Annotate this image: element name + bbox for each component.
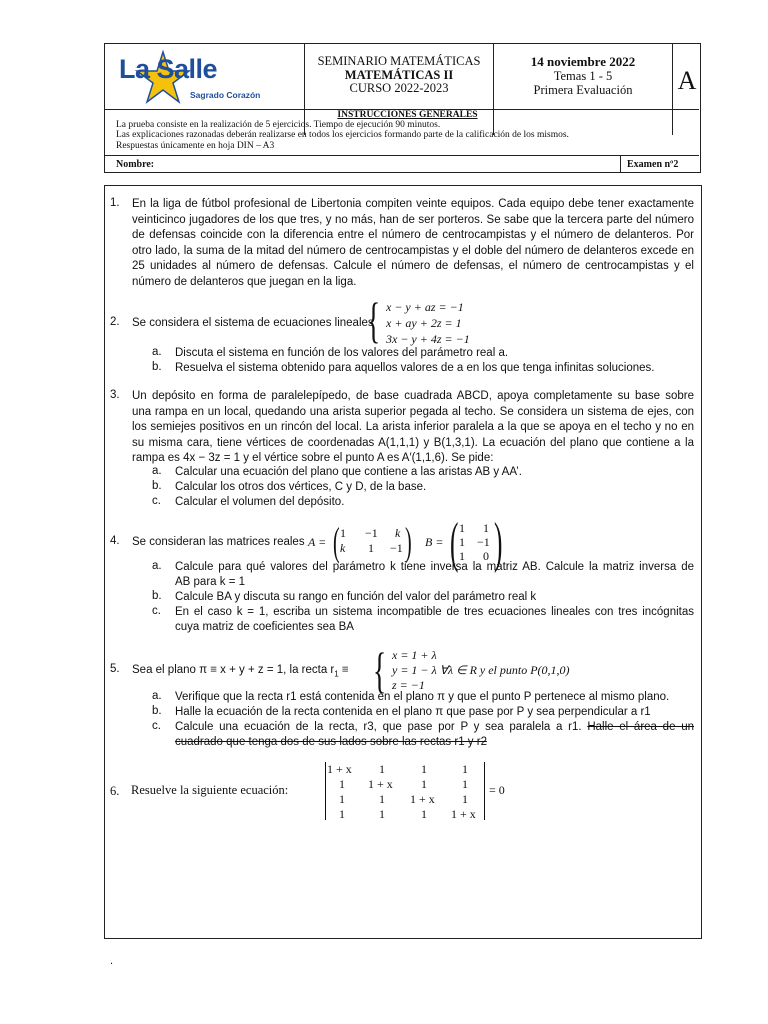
- item-label: a.: [152, 560, 162, 572]
- matrix-cell: 1: [459, 521, 465, 535]
- item-label: b.: [152, 480, 162, 492]
- text-line: una rampa en un local, quedando una arista superior pegada al techo. Se considera un sistema de ejes, con: [132, 405, 694, 418]
- matrix-cell: 1: [462, 792, 468, 806]
- equation-line: y = 1 − λ ∀λ ∈ R y el punto P(0,1,0): [392, 663, 570, 677]
- question-2a: Discuta el sistema en función de los valores del parámetro real a.: [175, 347, 509, 359]
- intro-text: ≡: [338, 664, 349, 676]
- question-5c-line2: cuadrado que tenga dos de sus lados sobre las rectas r1 y r2: [175, 736, 487, 748]
- logo-subtitle: Sagrado Corazón: [190, 90, 261, 100]
- matrix-cell: 1: [462, 777, 468, 791]
- instructions-title: INSTRUCCIONES GENERALES: [337, 110, 478, 120]
- instruction-line: Respuestas únicamente en hoja DIN – A3: [116, 140, 275, 151]
- question-4a-line1: Calcule para qué valores del parámetro k tiene inversa la matriz AB. Calcule la matriz inversa de: [175, 561, 694, 573]
- exam-header: [104, 43, 701, 173]
- matrix-cell: 1 + x: [451, 807, 476, 821]
- struck-text: Halle el área de un: [587, 721, 694, 733]
- item-label: b.: [152, 705, 162, 717]
- question-1-text: En la liga de fútbol profesional de Libertonia compiten veinte equipos. Cada equipo debe tener exactamente veinticinco jugadores de los que tres, y no más, han de ser porteros. Se sabe que la tercera parte del número de defensas coincide con la diferencia entre el número de centrocampistas y el número de delanteros. Por otro lado, la suma de la mitad del número de centrocampistas y el doble del número de delanteros excede en 25 unidades al número de defensas. Calcule el número de defensas, el número de centrocampistas y el número de delanteros que juegan en la liga.: [132, 198, 694, 288]
- question-4b: Calcule BA y discuta su rango en función del valor del parámetro real k: [175, 591, 537, 603]
- matrix-cell: 1: [459, 549, 465, 563]
- matrix-cell: 1: [339, 807, 345, 821]
- matrix-cell: −1: [390, 541, 403, 555]
- question-number: 5.: [110, 663, 120, 675]
- matrix-a: [340, 526, 410, 560]
- matrix-cell: 1: [379, 807, 385, 821]
- paren-right: ): [494, 512, 503, 574]
- question-4-intro: Se consideran las matrices reales: [132, 536, 305, 548]
- equation-line: 3x − y + 4z = −1: [386, 332, 470, 346]
- item-label: b.: [152, 590, 162, 602]
- paren-left: (: [333, 519, 340, 564]
- question-5a: Verifique que la recta r1 está contenida en el plano π y que el punto P pertenece al mismo plano.: [175, 691, 670, 703]
- instruction-line: La prueba consiste en la realización de 5 ejercicios. Tiempo de ejecución 90 minutos.: [116, 120, 441, 131]
- question-4c-line2: cuya matriz de coeficientes sea BA: [175, 621, 354, 633]
- exam-number: Examen nº2: [620, 156, 699, 173]
- left-brace: {: [367, 292, 381, 348]
- name-label: Nombre:: [116, 159, 155, 170]
- matrix-cell: −1: [477, 535, 490, 549]
- instructions: [105, 109, 699, 151]
- question-3a: Calcular una ecuación del plano que contiene a las aristas AB y AA’.: [175, 466, 522, 478]
- matrix-cell: 1: [379, 792, 385, 806]
- item-label: c.: [152, 495, 161, 507]
- matrix-cell: 1: [483, 521, 489, 535]
- matrix-a-label: A =: [308, 535, 327, 549]
- course-year: CURSO 2022-2023: [349, 81, 449, 95]
- determinant-rhs: = 0: [489, 783, 505, 797]
- matrix-cell: 0: [483, 549, 489, 563]
- name-row: [105, 155, 699, 173]
- text-line: rampa es 4x − 3z = 1 y el vértice sobre el punto A es A′(1,1,6). Se pide:: [132, 452, 494, 464]
- matrix-b-label: B =: [425, 535, 444, 549]
- exam-version: A: [677, 66, 697, 95]
- footer-dot: .: [110, 955, 114, 967]
- matrix-b: [459, 521, 499, 565]
- seminar-title: SEMINARIO MATEMÁTICAS: [317, 54, 481, 68]
- question-number: 1.: [110, 197, 120, 209]
- item-label: a.: [152, 346, 162, 358]
- matrix-cell: 1: [462, 762, 468, 776]
- question-6-text: Resuelve la siguiente ecuación:: [131, 783, 289, 797]
- matrix-cell: 1: [421, 807, 427, 821]
- question-number: 4.: [110, 535, 120, 547]
- logo-brand: La Salle: [119, 54, 218, 84]
- matrix-cell: 1 + x: [327, 762, 352, 776]
- text-line: Un depósito en forma de paralelepípedo, de base cuadrada ABCD, apoya completamente su base sobre: [132, 390, 694, 402]
- subject-title: MATEMÁTICAS II: [344, 67, 454, 82]
- question-5c-line1: [175, 720, 694, 736]
- left-brace: {: [373, 642, 387, 698]
- text: Calcule una ecuación de la recta, r3, que pase por P y sea paralela a r1.: [175, 721, 582, 733]
- determinant-bar-right: [484, 762, 485, 820]
- paren-left: (: [450, 512, 459, 574]
- matrix-cell: k: [340, 541, 346, 555]
- matrix-cell: −1: [365, 526, 378, 540]
- question-3c: Calcular el volumen del depósito.: [175, 496, 345, 508]
- matrix-cell: 1: [339, 792, 345, 806]
- question-number: 2.: [110, 316, 120, 328]
- item-label: a.: [152, 465, 162, 477]
- question-5-intro: [132, 663, 349, 682]
- item-label: a.: [152, 690, 162, 702]
- matrix-cell: 1 + x: [410, 792, 435, 806]
- item-label: c.: [152, 720, 161, 732]
- exam-date: 14 noviembre 2022: [530, 54, 636, 69]
- matrix-cell: k: [395, 526, 401, 540]
- matrix-cell: 1: [421, 762, 427, 776]
- intro-text: Sea el plano π ≡ x + y + z = 1, la recta r: [132, 664, 335, 676]
- equation-line: x + ay + 2z = 1: [386, 316, 462, 330]
- determinant-matrix: [327, 762, 485, 822]
- question-4c-line1: En el caso k = 1, escriba un sistema incompatible de tres ecuaciones lineales con tres incógnitas: [175, 606, 694, 618]
- question-number: 3.: [110, 389, 120, 401]
- matrix-cell: 1: [379, 762, 385, 776]
- subscript: 1: [334, 669, 339, 679]
- matrix-cell: 1: [339, 777, 345, 791]
- text-line: los semiejes positivos en un rincón del local. La arista inferior paralela a la que se apoya en el techo y no en: [132, 421, 694, 433]
- matrix-cell: 1: [459, 535, 465, 549]
- item-label: b.: [152, 361, 162, 373]
- question-number: 6.: [110, 784, 120, 798]
- question-2b: Resuelva el sistema obtenido para aquellos valores de a en los que tenga infinitas soluciones.: [175, 362, 655, 374]
- question-4a-line2: AB para k = 1: [175, 576, 245, 588]
- matrix-cell: 1 + x: [368, 777, 393, 791]
- exam-topics: Temas 1 - 5: [553, 69, 613, 83]
- matrix-cell: 1: [340, 526, 346, 540]
- instruction-line: Las explicaciones razonadas deberán realizarse en todos los ejercicios formando parte de la calificación de los mismos.: [116, 130, 569, 141]
- item-label: c.: [152, 605, 161, 617]
- equation-line: x = 1 + λ: [392, 648, 437, 662]
- matrix-cell: 1: [368, 541, 374, 555]
- question-3b: Calcular los otros dos vértices, C y D, de la base.: [175, 481, 427, 493]
- exam-evaluation: Primera Evaluación: [533, 83, 633, 97]
- question-5b: Halle la ecuación de la recta contenida en el plano π que pase por P y sea perpendicular a r1: [175, 706, 651, 718]
- matrix-cell: 1: [421, 777, 427, 791]
- equation-line: z = −1: [392, 678, 425, 692]
- question-2-intro: Se considera el sistema de ecuaciones lineales: [132, 317, 374, 329]
- paren-right: ): [405, 519, 412, 564]
- text-line: su misma cara, tiene vértices de coordenadas A(1,1,1) y B(1,3,1). La ecuación del plano que contiene a la: [132, 436, 694, 449]
- equation-line: x − y + az = −1: [386, 300, 464, 314]
- question-3-text: [132, 389, 694, 467]
